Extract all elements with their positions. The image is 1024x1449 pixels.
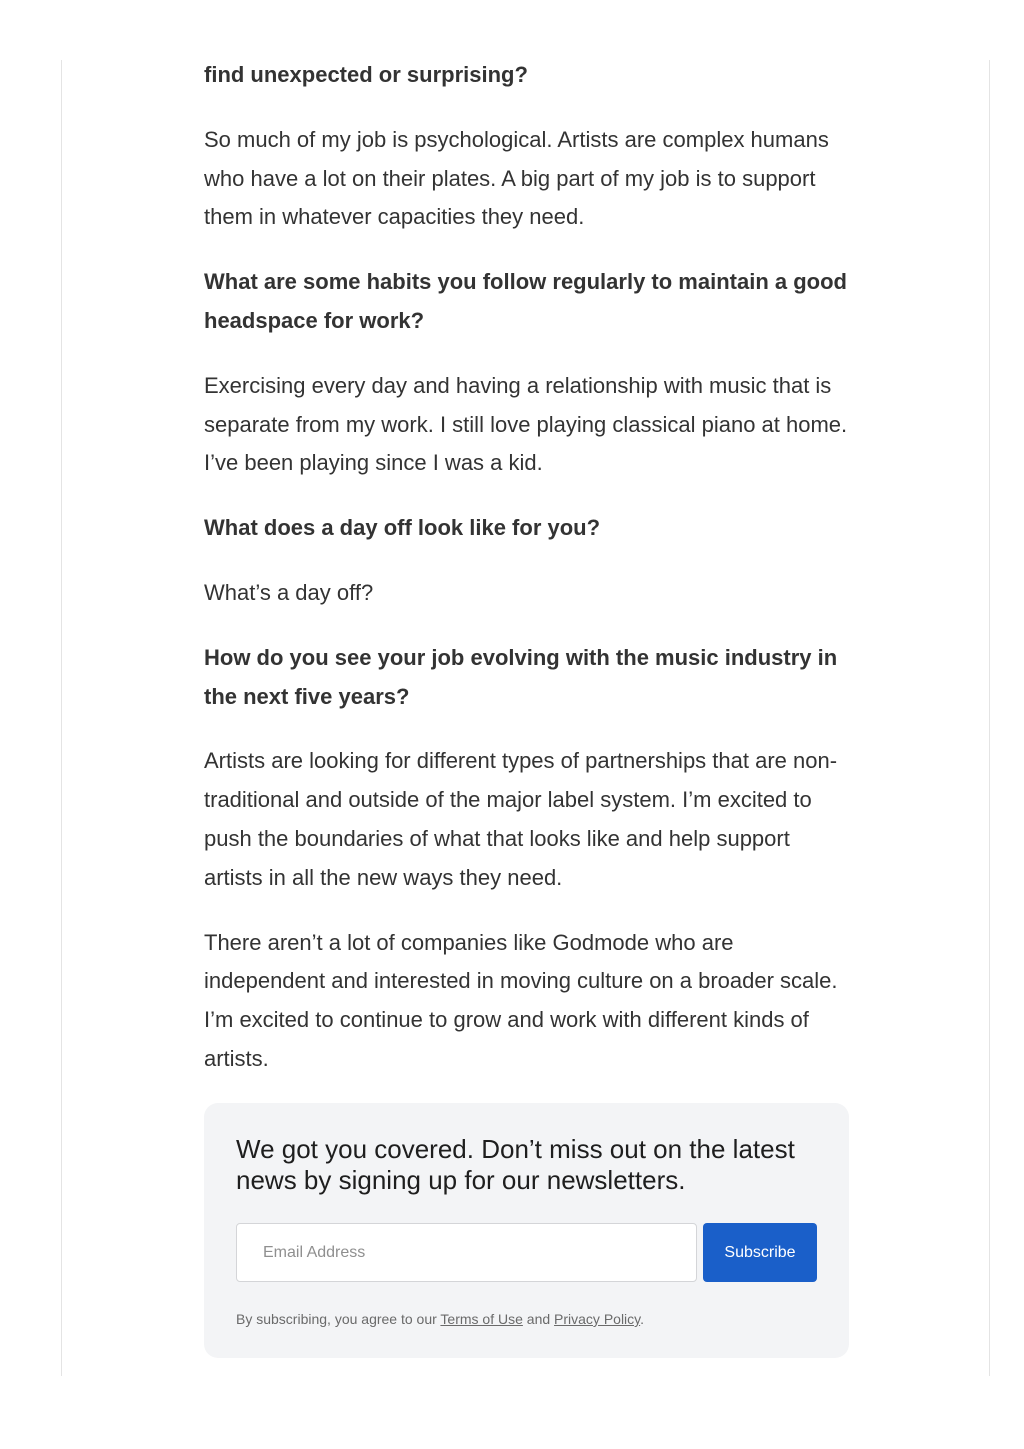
privacy-policy-link[interactable]: Privacy Policy [554, 1311, 641, 1327]
interview-answer: Artists are looking for different types of partnerships that are non-traditional and outside of the major label system. I’m excited to push the boundaries of what that looks like and help support artists in all the new ways they need. [204, 748, 838, 890]
article-body [204, 56, 849, 1105]
terms-of-use-link[interactable]: Terms of Use [440, 1311, 523, 1327]
newsletter-form [236, 1223, 817, 1282]
newsletter-signup-panel [204, 1103, 849, 1358]
legal-prefix: By subscribing, you agree to our [236, 1311, 437, 1327]
interview-answer: There aren’t a lot of companies like Godmode who are independent and interested in moving culture on a broader scale. I’m excited to continue to grow and work with different kinds of artists. [204, 929, 838, 1071]
interview-question: What does a day off look like for you? [204, 515, 601, 541]
email-input[interactable] [236, 1223, 697, 1282]
interview-question: What are some habits you follow regularly to maintain a good headspace for work? [204, 269, 847, 333]
interview-answer: Exercising every day and having a relationship with music that is separate from my work. I still love playing classical piano at home. I’ve been playing since I was a kid. [204, 372, 848, 476]
interview-question: find unexpected or surprising? [204, 62, 528, 87]
interview-answer: What’s a day off? [204, 579, 374, 605]
legal-and: and [526, 1311, 551, 1327]
newsletter-legal-text [236, 1310, 817, 1328]
interview-answer: So much of my job is psychological. Artists are complex humans who have a lot on their plates. A big part of my job is to support them in whatever capacities they need. [204, 126, 829, 230]
subscribe-button[interactable]: Subscribe [703, 1223, 817, 1282]
interview-question: How do you see your job evolving with the music industry in the next five years? [204, 644, 838, 709]
newsletter-headline: We got you covered. Don’t miss out on the latest news by signing up for our newsletters. [236, 1134, 795, 1195]
legal-suffix: . [640, 1311, 645, 1327]
